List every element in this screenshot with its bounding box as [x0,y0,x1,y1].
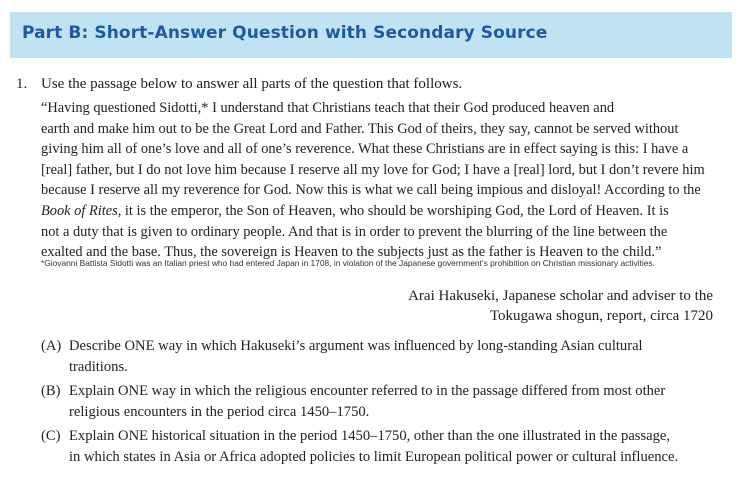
section-title: Part B: Short-Answer Question with Secondary Source [22,23,548,43]
attribution-line-2: Tokugawa shogun, report, circa 1720 [489,308,713,324]
passage-line-4: [real] father, but I do not love him because I reserve all my love for God; I have a [real] lord, but I don’t revere him [41,161,705,178]
passage-line-1: “Having questioned Sidotti,* I understand that Christians teach that their God produced heaven and [41,100,615,116]
passage-line-3: giving him all of one’s love and all of one’s reverence. What these Christians are in effect saying is this: I have a [41,141,689,158]
source-attribution [408,286,713,326]
part-letter: (B) [41,383,61,399]
passage-line-6-rest: , it is the emperor, the Son of Heaven, who should be worshiping God, the Lord of Heaven. It is [117,202,669,219]
question-part-b [41,381,681,422]
passage-line-2: earth and make him out to be the Great Lord and Father. This God of theirs, they say, cannot be served without [41,120,679,137]
passage-line-5: because I reserve all my reverence for God. Now this is what we call being impious and disloyal! According to the [41,182,701,199]
passage-line-6 [41,201,711,222]
question-part-c [41,426,681,467]
passage-line-7: not a duty that is given to ordinary people. And that is in order to prevent the blurring of the line between the [41,223,668,240]
part-text: Describe ONE way in which Hakuseki’s argument was influenced by long-standing Asian cultural traditions. [69,338,643,375]
question-number: 1. [16,76,28,92]
footnote: *Giovanni Battista Sidotti was an Italian priest who had entered Japan in 1708, in violation of the Japanese government’s prohibition on Christian missionary activities. [41,258,655,268]
question-part-a [41,336,681,377]
attribution-line-1: Arai Hakuseki, Japanese scholar and adviser to the [408,288,713,304]
part-text: Explain ONE way in which the religious encounter referred to in the passage differed from most other religious encounters in the period circa 1450–1750. [69,383,666,420]
part-letter: (A) [41,338,62,354]
passage-line-8: exalted and the base. Thus, the sovereign is Heaven to the subjects just as the father is Heaven to the child.” [41,244,662,261]
question-intro: Use the passage below to answer all parts of the question that follows. [41,76,463,92]
source-passage [41,98,711,263]
part-letter: (C) [41,428,61,444]
question-parts [41,336,681,471]
part-text: Explain ONE historical situation in the period 1450–1750, other than the one illustrated in the passage, in which states in Asia or Africa adopted policies to limit European political power or cultural influence. [69,428,679,465]
book-title: Book of Rites [41,202,118,219]
section-header [10,12,732,58]
